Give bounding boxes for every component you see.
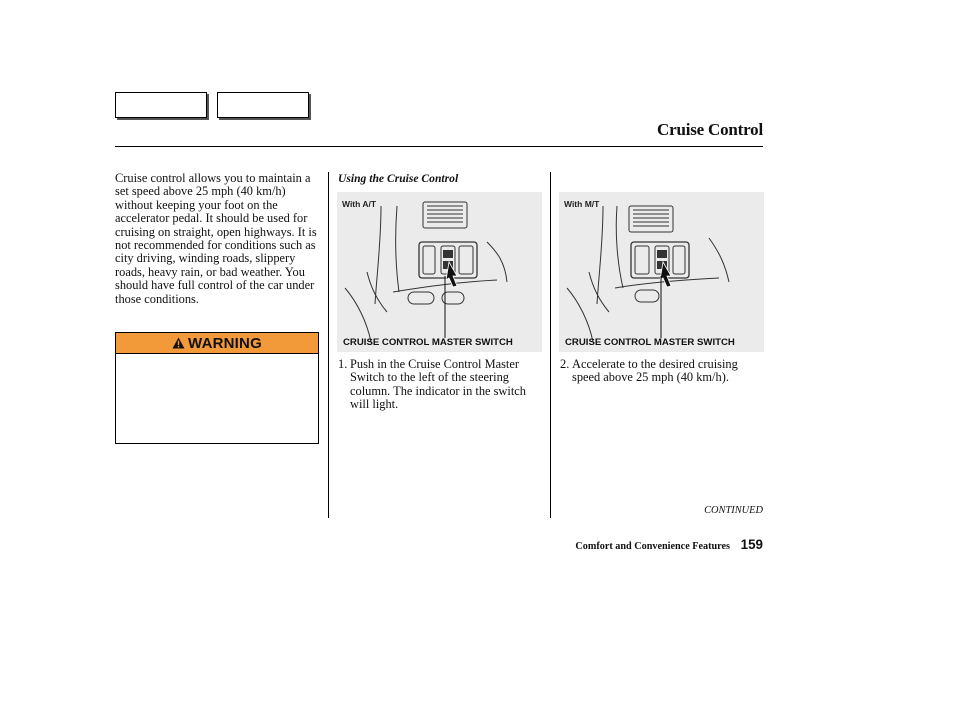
warning-triangle-icon [172,337,185,349]
page-number: 159 [740,537,763,552]
warning-label: WARNING [188,334,262,352]
column-divider-right [550,172,551,518]
dashboard-switch-illustration [559,192,764,352]
nav-button-next[interactable] [217,92,309,118]
figure-manual [559,192,764,352]
page-title: Cruise Control [657,120,763,139]
title-divider [115,146,763,147]
figure-caption: CRUISE CONTROL MASTER SWITCH [343,337,513,348]
warning-header [116,333,318,354]
step-number: 1. [338,357,348,371]
step-text: Accelerate to the desired cruising speed above 25 mph (40 km/h). [572,357,738,385]
dashboard-switch-illustration [337,192,542,352]
figure-tag: With M/T [564,199,600,209]
step-number: 2. [560,357,570,371]
figure-automatic [337,192,542,352]
column-divider-left [328,172,329,518]
section-heading: Using the Cruise Control [338,172,459,185]
intro-paragraph: Cruise control allows you to maintain a set speed above 25 mph (40 km/h) without keeping your foot on the accelerator pedal. It should be used for cruising on straight, open highways. It is not recommended for conditions such as city driving, winding roads, slippery roads, heavy rain, or bad weather. You should have full control of the car under those conditions. [115,171,317,306]
figure-tag: With A/T [342,199,377,209]
figure-caption: CRUISE CONTROL MASTER SWITCH [565,337,735,348]
nav-button-previous[interactable] [115,92,207,118]
warning-box [115,332,319,444]
step-2 [560,358,764,385]
continued-label: CONTINUED [704,505,763,516]
step-text: Push in the Cruise Control Master Switch to the left of the steering column. The indicator in the switch will light. [350,357,526,412]
footer-section-name: Comfort and Convenience Features [575,541,730,552]
step-1 [338,358,542,412]
